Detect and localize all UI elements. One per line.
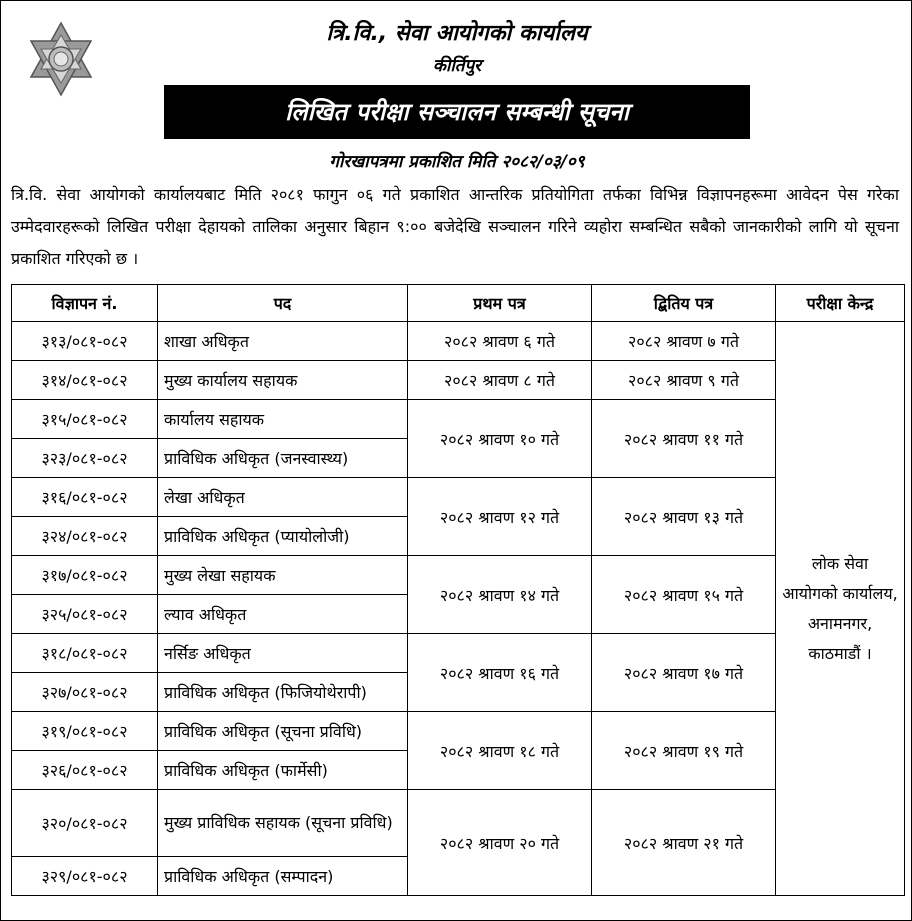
notice-title: लिखित परीक्षा सञ्चालन सम्बन्धी सूचना [164,85,750,139]
table-row [12,361,905,400]
table-row [12,556,905,595]
table-row [12,712,905,751]
published-date: गोरखापत्रमा प्रकाशित मिति २०८२/०३/०९ [329,152,585,172]
first-paper-date: २०८२ श्रावण १२ गते [408,478,592,556]
advertisement-no: ३२५/०८१-०८२ [12,595,158,634]
post-name: मुख्य प्राविधिक सहायक (सूचना प्रविधि) [158,790,408,857]
organization-name: त्रि.वि., सेवा आयोगको कार्यालय [326,21,588,46]
post-name: प्राविधिक अधिकृत (सम्पादन) [158,857,408,896]
advertisement-no: ३१७/०८१-०८२ [12,556,158,595]
post-name: शाखा अधिकृत [158,322,408,361]
advertisement-no: ३२७/०८१-०८२ [12,673,158,712]
post-name: प्राविधिक अधिकृत (सूचना प्रविधि) [158,712,408,751]
first-paper-date: २०८२ श्रावण २० गते [408,790,592,896]
first-paper-date: २०८२ श्रावण १८ गते [408,712,592,790]
table-row [12,634,905,673]
first-paper-date: २०८२ श्रावण ८ गते [408,361,592,400]
second-paper-date: २०८२ श्रावण १७ गते [592,634,776,712]
first-paper-date: २०८२ श्रावण १० गते [408,400,592,478]
first-paper-date: २०८२ श्रावण १६ गते [408,634,592,712]
second-paper-date: २०८२ श्रावण १९ गते [592,712,776,790]
post-name: लेखा अधिकृत [158,478,408,517]
post-name: प्राविधिक अधिकृत (फार्मेसी) [158,751,408,790]
table-row [12,322,905,361]
header-advertisement-no: विज्ञापन नं. [12,285,158,322]
advertisement-no: ३१६/०८१-०८२ [12,478,158,517]
post-name: प्राविधिक अधिकृत (प्यायोलोजी) [158,517,408,556]
advertisement-no: ३१४/०८१-०८२ [12,361,158,400]
post-name: मुख्य लेखा सहायक [158,556,408,595]
exam-schedule-table [11,284,905,896]
post-name: प्राविधिक अधिकृत (जनस्वास्थ्य) [158,439,408,478]
advertisement-no: ३२६/०८१-०८२ [12,751,158,790]
advertisement-no: ३२०/०८१-०८२ [12,790,158,857]
header-post: पद [158,285,408,322]
advertisement-no: ३२३/०८१-०८२ [12,439,158,478]
table-header-row [12,285,905,322]
second-paper-date: २०८२ श्रावण ९ गते [592,361,776,400]
exam-center: लोक सेवा आयोगको कार्यालय, अनामनगर, काठमाडौं । [776,322,905,896]
advertisement-no: ३२९/०८१-०८२ [12,857,158,896]
advertisement-no: ३१८/०८१-०८२ [12,634,158,673]
table-row [12,400,905,439]
first-paper-date: २०८२ श्रावण १४ गते [408,556,592,634]
advertisement-no: ३२४/०८१-०८२ [12,517,158,556]
header-exam-center: परीक्षा केन्द्र [776,285,905,322]
post-name: ल्याव अधिकृत [158,595,408,634]
advertisement-no: ३१९/०८१-०८२ [12,712,158,751]
advertisement-no: ३१३/०८१-०८२ [12,322,158,361]
second-paper-date: २०८२ श्रावण १३ गते [592,478,776,556]
second-paper-date: २०८२ श्रावण २१ गते [592,790,776,896]
post-name: कार्यालय सहायक [158,400,408,439]
second-paper-date: २०८२ श्रावण १५ गते [592,556,776,634]
post-name: प्राविधिक अधिकृत (फिजियोथेरापी) [158,673,408,712]
post-name: मुख्य कार्यालय सहायक [158,361,408,400]
table-row [12,478,905,517]
header-first-paper: प्रथम पत्र [408,285,592,322]
second-paper-date: २०८२ श्रावण ११ गते [592,400,776,478]
post-name: नर्सिङ अधिकृत [158,634,408,673]
first-paper-date: २०८२ श्रावण ६ गते [408,322,592,361]
table-row [12,790,905,857]
header-second-paper: द्बितिय पत्र [592,285,776,322]
second-paper-date: २०८२ श्रावण ७ गते [592,322,776,361]
advertisement-no: ३१५/०८१-०८२ [12,400,158,439]
organization-location: कीर्तिपुर [432,56,482,76]
notice-body-text: त्रि.वि. सेवा आयोगको कार्यालयबाट मिति २०८१ फागुन ०६ गते प्रकाशित आन्तरिक प्रतियोगिता तर्फका विभिन्न विज्ञापनहरूमा आवेदन पेस गरेका उम्मेदवारहरूको लिखित परीक्षा देहायको तालिका अनुसार बिहान ९:०० बजेदेखि सञ्चालन गरिने व्यहोरा सम्बन्धित सबैको जानकारीको लागि यो सूचना प्रकाशित गरिएको छ । [11,185,899,268]
